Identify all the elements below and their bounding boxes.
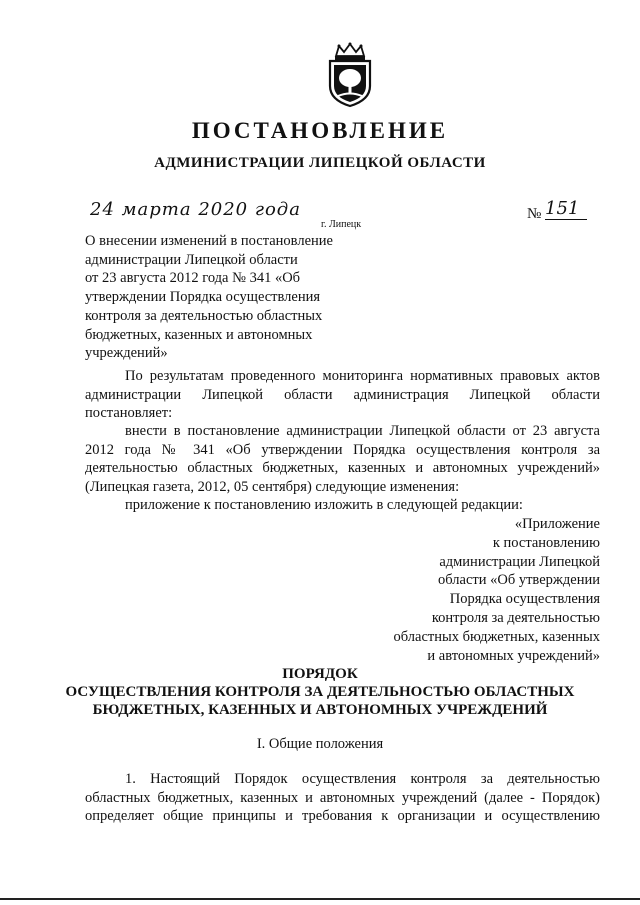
heading-line: ОСУЩЕСТВЛЕНИЯ КОНТРОЛЯ ЗА ДЕЯТЕЛЬНОСТЬЮ ОБЛАСТНЫХ xyxy=(65,684,575,700)
appendix-line: «Приложение xyxy=(514,516,600,532)
paragraph-line: областных бюджетных, казенных и автономных учреждений (далее - Порядок) xyxy=(85,789,600,806)
appendix-line: областных бюджетных, казенных xyxy=(393,628,600,645)
paragraph-amendment xyxy=(85,422,600,496)
paragraph-line: постановляет: xyxy=(85,405,173,421)
paragraph-line: определяет общие принципы и требования к организации и осуществлению xyxy=(85,808,600,824)
paragraph-line: деятельностью областных бюджетных, казенных и автономных учреждений» xyxy=(85,460,600,476)
document-number: 151 xyxy=(545,199,587,220)
paragraph-line: приложение к постановлению изложить в следующей редакции: xyxy=(125,497,523,513)
paragraph-general-provisions xyxy=(85,770,600,826)
document-city: г. Липецк xyxy=(321,219,362,230)
subject-line: администрации Липецкой области xyxy=(85,251,298,268)
paragraph-line: 1. Настоящий Порядок осуществления контроля за деятельностью xyxy=(125,771,600,787)
appendix-reference xyxy=(394,515,600,665)
appendix-line: Порядка осуществления xyxy=(449,591,600,608)
paragraph-line: 2012 года № 341 «Об утверждении Порядка осуществления контроля за xyxy=(85,441,600,458)
heading-line: БЮДЖЕТНЫХ, КАЗЕННЫХ И АВТОНОМНЫХ УЧРЕЖДЕНИЙ xyxy=(92,702,548,718)
paragraph-line: внести в постановление администрации Липецкой области от 23 августа xyxy=(125,423,600,439)
document-subtitle: АДМИНИСТРАЦИИ ЛИПЕЦКОЙ ОБЛАСТИ xyxy=(154,155,486,171)
section-title: I. Общие положения xyxy=(256,736,384,752)
subject-line: бюджетных, казенных и автономных xyxy=(85,326,313,343)
subject-line: контроля за деятельностью областных xyxy=(85,307,323,324)
document-date: 24 марта 2020 года xyxy=(90,199,301,220)
document-title: ПОСТАНОВЛЕНИЕ xyxy=(191,118,449,143)
appendix-line: и автономных учреждений» xyxy=(427,647,600,664)
appendix-line: администрации Липецкой xyxy=(439,553,600,570)
subject-line: О внесении изменений в постановление xyxy=(85,233,333,249)
page-bottom-rule xyxy=(0,898,640,900)
appendix-line: области «Об утверждении xyxy=(438,572,600,589)
document-number-label: № xyxy=(527,206,542,222)
heading-line: ПОРЯДОК xyxy=(282,666,358,682)
document-subject xyxy=(85,232,333,363)
paragraph-line: администрации Липецкой области администрация Липецкой области xyxy=(85,386,600,403)
appendix-line: контроля за деятельностью xyxy=(431,609,600,626)
subject-line: от 23 августа 2012 года № 341 «Об xyxy=(85,270,301,287)
appendix-line: к постановлению xyxy=(492,534,600,551)
coat-of-arms-icon xyxy=(324,42,376,108)
subject-line: учреждений» xyxy=(85,345,168,362)
procedure-heading xyxy=(0,665,640,719)
paragraph-line: (Липецкая газета, 2012, 05 сентября) следующие изменения: xyxy=(85,478,460,495)
paragraph-line: По результатам проведенного мониторинга нормативных правовых актов xyxy=(125,368,600,384)
subject-line: утверждении Порядка осуществления xyxy=(85,289,321,306)
paragraph-preamble xyxy=(85,367,600,423)
paragraph-appendix-intro xyxy=(85,496,600,515)
